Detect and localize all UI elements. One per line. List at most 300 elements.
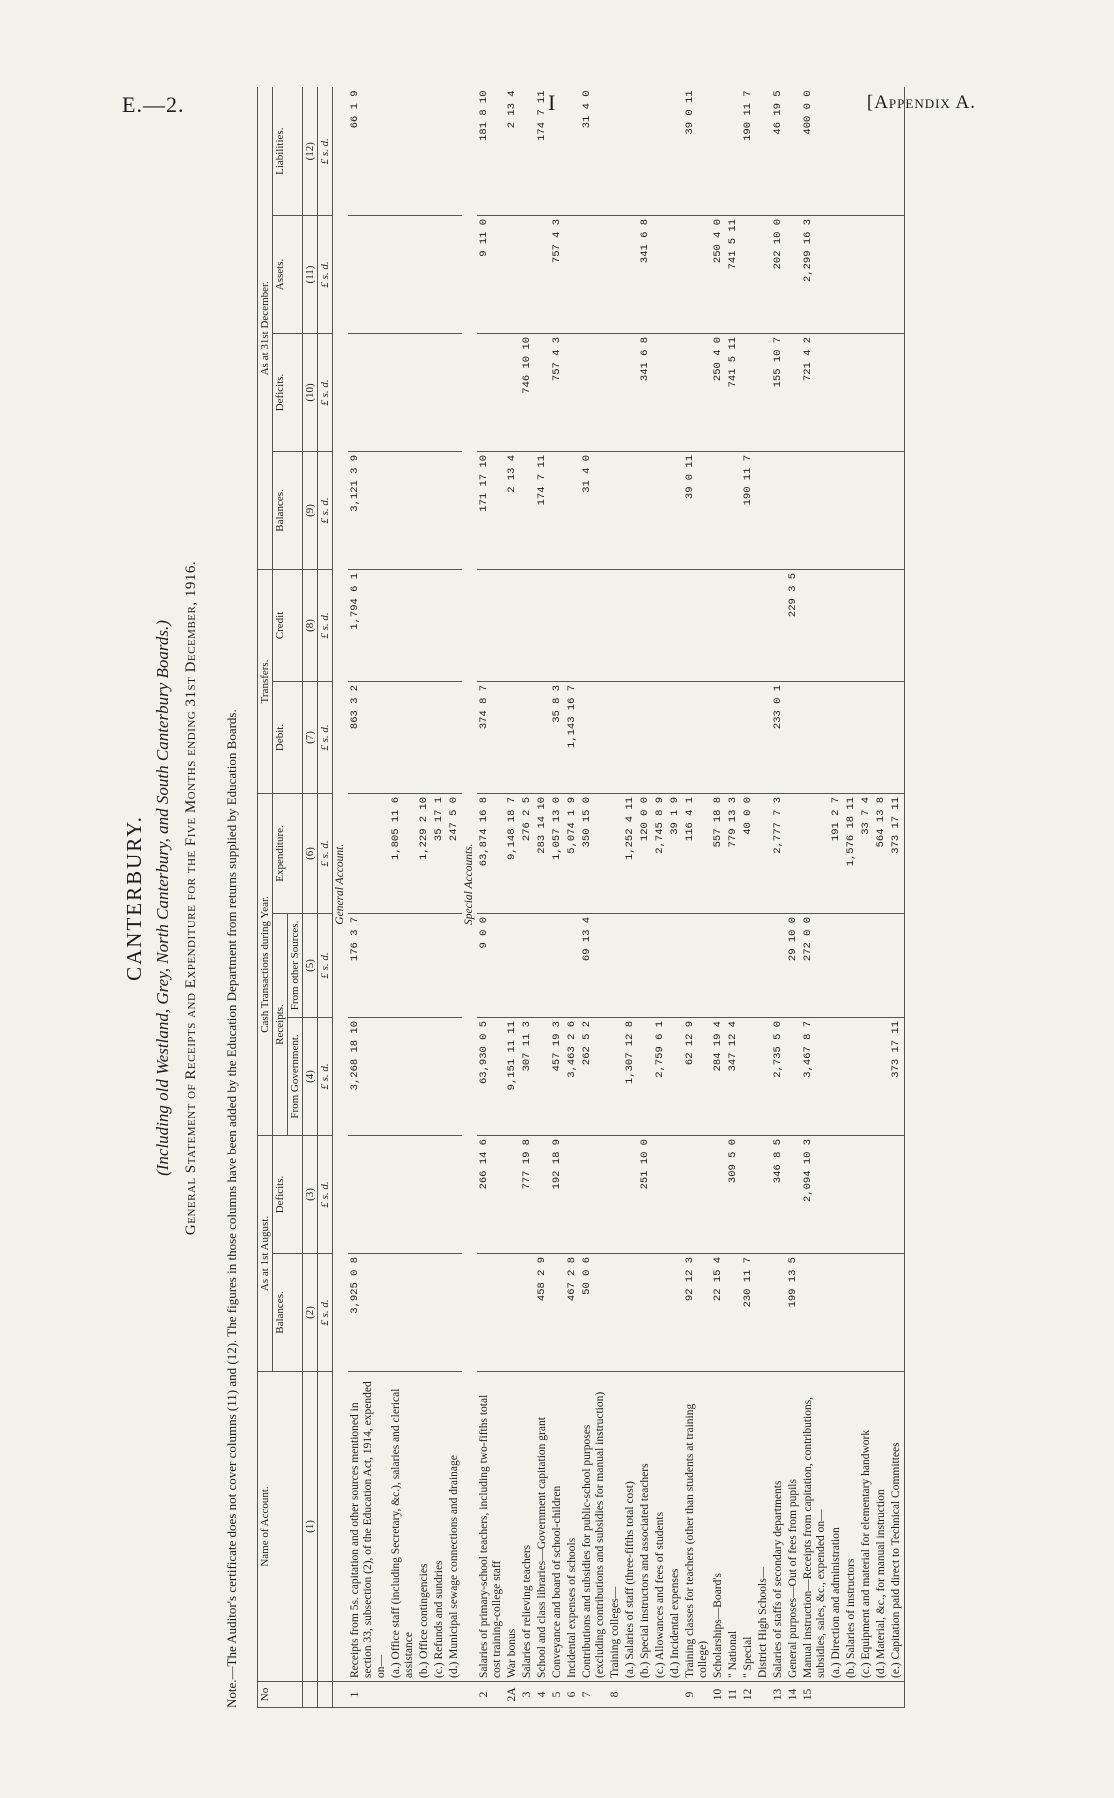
amount-cell: [447, 215, 462, 333]
table-row: [389, 87, 417, 1707]
amount-cell: [608, 87, 623, 215]
amount-cell: 2,299 16 3: [801, 215, 829, 333]
row-number: 10: [711, 1682, 726, 1708]
amount-cell: [829, 1018, 844, 1136]
amount-cell: 2 13 4: [505, 87, 520, 215]
amount-cell: [417, 681, 432, 793]
amount-cell: 457 19 3: [550, 1018, 565, 1136]
amount-cell: [683, 1136, 711, 1254]
amount-cell: 1,805 11 6: [389, 793, 417, 913]
amount-cell: [477, 1254, 505, 1372]
table-row: [638, 87, 653, 1707]
account-name: (b.) Office contingencies: [417, 1372, 432, 1682]
row-number: 2A: [505, 1682, 520, 1708]
amount-cell: [505, 333, 520, 451]
amount-cell: [389, 681, 417, 793]
amount-cell: [623, 215, 638, 333]
amount-cell: [638, 1254, 653, 1372]
amount-cell: [432, 914, 447, 1018]
amount-cell: [668, 87, 683, 215]
row-number: [462, 1682, 477, 1708]
statement-subtitle: (Including old Westland, Grey, North Canterbury, and South Canterbury Boards.): [153, 620, 172, 1176]
amount-cell: [608, 569, 623, 681]
column-number: (10): [303, 333, 318, 451]
amount-cell: 3,268 18 10: [348, 1018, 389, 1136]
amount-cell: 3,121 3 9: [348, 451, 389, 569]
amount-cell: [726, 1254, 741, 1372]
amount-cell: 1,794 6 1: [348, 569, 389, 681]
amount-cell: [638, 681, 653, 793]
amount-cell: [756, 1018, 771, 1136]
amount-cell: [447, 681, 462, 793]
amount-cell: [829, 1254, 844, 1372]
amount-cell: 350 15 0: [580, 793, 608, 913]
amount-cell: [668, 333, 683, 451]
amount-cell: 155 10 7: [771, 333, 786, 451]
amount-cell: [550, 914, 565, 1018]
amount-cell: 2 13 4: [505, 451, 520, 569]
amount-cell: [389, 914, 417, 1018]
amount-cell: [432, 1254, 447, 1372]
amount-cell: [859, 451, 874, 569]
amount-cell: 35 17 1: [432, 793, 447, 913]
amount-cell: [535, 1136, 550, 1254]
amount-cell: 741 5 11: [726, 215, 741, 333]
table-row: [741, 87, 756, 1707]
amount-cell: [889, 914, 905, 1018]
amount-cell: [505, 1136, 520, 1254]
amount-cell: [520, 569, 535, 681]
amount-cell: [653, 569, 668, 681]
amount-cell: [829, 451, 844, 569]
amount-cell: [608, 793, 623, 913]
amount-cell: 557 18 8: [711, 793, 726, 913]
amount-cell: [535, 333, 550, 451]
amount-cell: [520, 914, 535, 1018]
account-name: Conveyance and board of school-children: [550, 1372, 565, 1682]
amount-cell: [889, 569, 905, 681]
amount-cell: [683, 569, 711, 681]
amount-cell: [829, 87, 844, 215]
amount-cell: [756, 1136, 771, 1254]
amount-cell: [389, 1136, 417, 1254]
amount-cell: 346 8 5: [771, 1136, 786, 1254]
amount-cell: [580, 681, 608, 793]
row-number: [447, 1682, 462, 1708]
row-number: 6: [565, 1682, 580, 1708]
amount-cell: 777 19 8: [520, 1136, 535, 1254]
col-from-other: From other Sources.: [288, 914, 303, 1018]
amount-cell: [771, 569, 786, 681]
amount-cell: [829, 215, 844, 333]
account-name: Manual instruction—Receipts from capitation, contributions, subsidies, sales, &c., expended on—: [801, 1372, 829, 1682]
amount-cell: [608, 215, 623, 333]
table-row: [756, 87, 771, 1707]
amount-cell: [638, 1018, 653, 1136]
amount-cell: 63,930 0 5: [477, 1018, 505, 1136]
amount-cell: [447, 87, 462, 215]
amount-cell: [859, 681, 874, 793]
amount-cell: [844, 1254, 859, 1372]
amount-cell: 69 13 4: [580, 914, 608, 1018]
row-number: [432, 1682, 447, 1708]
unit-label: [318, 1682, 333, 1708]
unit-label: £ s. d.: [318, 569, 333, 681]
amount-cell: [668, 215, 683, 333]
amount-cell: [447, 914, 462, 1018]
amount-cell: [874, 1136, 889, 1254]
amount-cell: 757 4 3: [550, 215, 565, 333]
amount-cell: [653, 451, 668, 569]
amount-cell: [638, 87, 653, 215]
amount-cell: [844, 87, 859, 215]
amount-cell: [417, 1136, 432, 1254]
amount-cell: [889, 333, 905, 451]
row-number: 9: [683, 1682, 711, 1708]
amount-cell: [580, 215, 608, 333]
col-deficits-dec: Deficits.: [273, 333, 303, 451]
amount-cell: 458 2 9: [535, 1254, 550, 1372]
amount-cell: [550, 87, 565, 215]
amount-cell: [505, 681, 520, 793]
amount-cell: [844, 1018, 859, 1136]
report-code: E.—2.: [122, 92, 185, 117]
amount-cell: [550, 1254, 565, 1372]
amount-cell: 250 4 0: [711, 333, 726, 451]
amount-cell: 309 5 0: [726, 1136, 741, 1254]
column-number-blank: [303, 1682, 318, 1708]
amount-cell: [844, 681, 859, 793]
amount-cell: [520, 1254, 535, 1372]
amount-cell: 272 0 0: [801, 914, 829, 1018]
col-debit: Debit.: [273, 681, 303, 793]
table-row: [859, 87, 874, 1707]
column-number: (7): [303, 681, 318, 793]
amount-cell: [623, 451, 638, 569]
amount-cell: 1,307 12 8: [623, 1018, 638, 1136]
unit-label: £ s. d.: [318, 681, 333, 793]
amount-cell: 2,745 8 9: [653, 793, 668, 913]
amount-cell: [844, 914, 859, 1018]
column-number: (8): [303, 569, 318, 681]
unit-label: £ s. d.: [318, 333, 333, 451]
amount-cell: 400 0 0: [801, 87, 829, 215]
table-row: [786, 87, 801, 1707]
amount-cell: [756, 215, 771, 333]
amount-cell: [550, 451, 565, 569]
amount-cell: [505, 569, 520, 681]
amount-cell: [786, 333, 801, 451]
amount-cell: [874, 215, 889, 333]
row-number: 3: [520, 1682, 535, 1708]
row-number: 1: [348, 1682, 389, 1708]
account-name: " Special: [741, 1372, 756, 1682]
amount-cell: 276 2 5: [520, 793, 535, 913]
amount-cell: [844, 1136, 859, 1254]
amount-cell: [874, 681, 889, 793]
unit-label: £ s. d.: [318, 215, 333, 333]
table-row: [505, 87, 520, 1707]
amount-cell: 341 6 8: [638, 333, 653, 451]
table-row: [711, 87, 726, 1707]
amount-cell: [505, 215, 520, 333]
amount-cell: [829, 333, 844, 451]
row-number: 14: [786, 1682, 801, 1708]
amount-cell: [844, 333, 859, 451]
amount-cell: [786, 451, 801, 569]
amount-cell: 779 13 3: [726, 793, 741, 913]
amount-cell: [859, 215, 874, 333]
amount-cell: 373 17 11: [889, 1018, 905, 1136]
amount-cell: [417, 1018, 432, 1136]
amount-cell: [801, 681, 829, 793]
amount-cell: 33 7 4: [859, 793, 874, 913]
section-heading: Special Accounts.: [462, 87, 477, 1681]
amount-cell: [623, 333, 638, 451]
account-name: (d.) Material, &c., for manual instruction: [874, 1372, 889, 1682]
amount-cell: 262 5 2: [580, 1018, 608, 1136]
amount-cell: 50 0 6: [580, 1254, 608, 1372]
amount-cell: [726, 914, 741, 1018]
table-row: [844, 87, 859, 1707]
amount-cell: 39 1 9: [668, 793, 683, 913]
amount-cell: [389, 1018, 417, 1136]
amount-cell: [417, 914, 432, 1018]
amount-cell: [608, 681, 623, 793]
row-number: 4: [535, 1682, 550, 1708]
unit-label: £ s. d.: [318, 1254, 333, 1372]
amount-cell: 120 0 0: [638, 793, 653, 913]
amount-cell: [520, 87, 535, 215]
table-row: [417, 87, 432, 1707]
amount-cell: [608, 914, 623, 1018]
row-number: [668, 1682, 683, 1708]
table-row: [653, 87, 668, 1707]
amount-cell: [874, 569, 889, 681]
amount-cell: [844, 215, 859, 333]
row-number: 5: [550, 1682, 565, 1708]
amount-cell: 564 13 8: [874, 793, 889, 913]
column-number: (12): [303, 87, 318, 215]
amount-cell: [565, 569, 580, 681]
amount-cell: [535, 569, 550, 681]
amount-cell: [389, 1254, 417, 1372]
col-assets: Assets.: [273, 215, 303, 333]
amount-cell: 116 4 1: [683, 793, 711, 913]
account-name: (b.) Salaries of instructors: [844, 1372, 859, 1682]
amount-cell: 283 14 10: [535, 793, 550, 913]
amount-cell: [432, 215, 447, 333]
amount-cell: [565, 333, 580, 451]
amount-cell: [432, 681, 447, 793]
amount-cell: [874, 87, 889, 215]
amount-cell: [844, 569, 859, 681]
table-row: [520, 87, 535, 1707]
amount-cell: [608, 451, 623, 569]
amount-cell: [447, 569, 462, 681]
amount-cell: [417, 569, 432, 681]
amount-cell: 9 0 0: [477, 914, 505, 1018]
account-name: Training colleges—: [608, 1372, 623, 1682]
section-heading: General Account.: [333, 87, 349, 1681]
amount-cell: [638, 569, 653, 681]
amount-cell: [520, 681, 535, 793]
table-row: [683, 87, 711, 1707]
amount-cell: [520, 215, 535, 333]
amount-cell: [623, 681, 638, 793]
account-name: (e.) Capitation paid direct to Technical Committees: [889, 1372, 905, 1682]
account-name: Receipts from 5s. capitation and other sources mentioned in section 33, subsection (2), of the Education Act, 1914, expended on—: [348, 1372, 389, 1682]
amount-cell: 40 0 0: [741, 793, 756, 913]
amount-cell: [653, 333, 668, 451]
amount-cell: [505, 914, 520, 1018]
row-number: [389, 1682, 417, 1708]
row-number: 2: [477, 1682, 505, 1708]
account-name: Training classes for teachers (other than students at training college): [683, 1372, 711, 1682]
amount-cell: [711, 569, 726, 681]
unit-row: [318, 87, 333, 1707]
row-number: 15: [801, 1682, 829, 1708]
accounts-body: [333, 87, 905, 1707]
account-name: (b.) Special instructors and associated teachers: [638, 1372, 653, 1682]
column-number: (1): [303, 1372, 318, 1682]
table-row: [829, 87, 844, 1707]
account-name: (c.) Allowances and fees of students: [653, 1372, 668, 1682]
table-row: [477, 87, 505, 1707]
amount-cell: [874, 451, 889, 569]
amount-cell: [711, 87, 726, 215]
amount-cell: [741, 1136, 756, 1254]
amount-cell: [859, 333, 874, 451]
unit-label: £ s. d.: [318, 87, 333, 215]
amount-cell: [756, 1254, 771, 1372]
amount-cell: 2,777 7 3: [771, 793, 786, 913]
col-balances-dec: Balances.: [273, 451, 303, 569]
amount-cell: [756, 333, 771, 451]
amount-cell: [741, 333, 756, 451]
amount-cell: [683, 215, 711, 333]
amount-cell: [477, 569, 505, 681]
amount-cell: 39 0 11: [683, 87, 711, 215]
table-row: [348, 87, 389, 1707]
amount-cell: 1,252 4 11: [623, 793, 638, 913]
amount-cell: [859, 1254, 874, 1372]
account-name: (c.) Equipment and material for elementary handwork: [859, 1372, 874, 1682]
amount-cell: [668, 569, 683, 681]
account-name: Contributions and subsidies for public-school purposes (excluding contributions and subsidies for manual instruction): [580, 1372, 608, 1682]
amount-cell: [417, 1254, 432, 1372]
amount-cell: 251 10 0: [638, 1136, 653, 1254]
amount-cell: [608, 333, 623, 451]
amount-cell: [726, 87, 741, 215]
row-number: 8: [608, 1682, 623, 1708]
col-group-receipts: Receipts.: [273, 914, 288, 1136]
amount-cell: [668, 1254, 683, 1372]
statement-titles: [112, 78, 252, 1718]
amount-cell: 1,057 13 0: [550, 793, 565, 913]
table-row: [889, 87, 905, 1707]
table-row: [580, 87, 608, 1707]
table-row: [668, 87, 683, 1707]
amount-cell: 9,148 18 7: [505, 793, 520, 913]
amount-cell: [756, 914, 771, 1018]
amount-cell: 9 11 0: [477, 215, 505, 333]
amount-cell: [859, 1136, 874, 1254]
column-number: (4): [303, 1018, 318, 1136]
unit-label: £ s. d.: [318, 914, 333, 1018]
amount-cell: 29 10 0: [786, 914, 801, 1018]
amount-cell: 9,151 11 11: [505, 1018, 520, 1136]
col-no: No: [258, 1682, 303, 1708]
account-name: Salaries of primary-school teachers, including two-fifths total cost training-college staff: [477, 1372, 505, 1682]
amount-cell: 176 3 7: [348, 914, 389, 1018]
amount-cell: 62 12 9: [683, 1018, 711, 1136]
amount-cell: [786, 215, 801, 333]
amount-cell: [889, 215, 905, 333]
amount-cell: [741, 681, 756, 793]
account-name: (a.) Direction and administration: [829, 1372, 844, 1682]
amount-cell: [432, 569, 447, 681]
rotated-statement: [112, 78, 1072, 1718]
account-name: " National: [726, 1372, 741, 1682]
amount-cell: [608, 1136, 623, 1254]
amount-cell: [389, 215, 417, 333]
amount-cell: [844, 451, 859, 569]
amount-cell: 31 4 0: [580, 87, 608, 215]
table-row: [535, 87, 550, 1707]
amount-cell: [874, 333, 889, 451]
amount-cell: 1,576 18 11: [844, 793, 859, 913]
col-balances-aug: Balances.: [273, 1254, 303, 1372]
amount-cell: [389, 451, 417, 569]
amount-cell: [711, 681, 726, 793]
amount-cell: [432, 1018, 447, 1136]
account-name: (d.) Incidental expenses: [668, 1372, 683, 1682]
amount-cell: 5,074 1 9: [565, 793, 580, 913]
amount-cell: 230 11 7: [741, 1254, 756, 1372]
amount-cell: [889, 87, 905, 215]
account-name: Salaries of relieving teachers: [520, 1372, 535, 1682]
amount-cell: [726, 569, 741, 681]
amount-cell: 229 3 5: [786, 569, 801, 681]
amount-cell: 66 1 9: [348, 87, 389, 215]
amount-cell: [756, 451, 771, 569]
amount-cell: 202 10 0: [771, 215, 786, 333]
account-name: School and class libraries—Government capitation grant: [535, 1372, 550, 1682]
amount-cell: 2,735 5 0: [771, 1018, 786, 1136]
amount-cell: [447, 451, 462, 569]
col-expenditure: Expenditure.: [273, 793, 303, 913]
amount-cell: [389, 569, 417, 681]
amount-cell: [565, 87, 580, 215]
amount-cell: 247 5 0: [447, 793, 462, 913]
amount-cell: [348, 215, 389, 333]
amount-cell: [874, 1018, 889, 1136]
table-row: [565, 87, 580, 1707]
amount-cell: [535, 914, 550, 1018]
table-row: [726, 87, 741, 1707]
amount-cell: [623, 1254, 638, 1372]
amount-cell: [348, 793, 389, 913]
amount-cell: [535, 1018, 550, 1136]
amount-cell: 250 4 0: [711, 215, 726, 333]
amount-cell: 2,759 6 1: [653, 1018, 668, 1136]
row-number: [874, 1682, 889, 1708]
amount-cell: [505, 1254, 520, 1372]
amount-cell: [668, 914, 683, 1018]
row-number: 12: [741, 1682, 756, 1708]
amount-cell: 63,874 16 8: [477, 793, 505, 913]
